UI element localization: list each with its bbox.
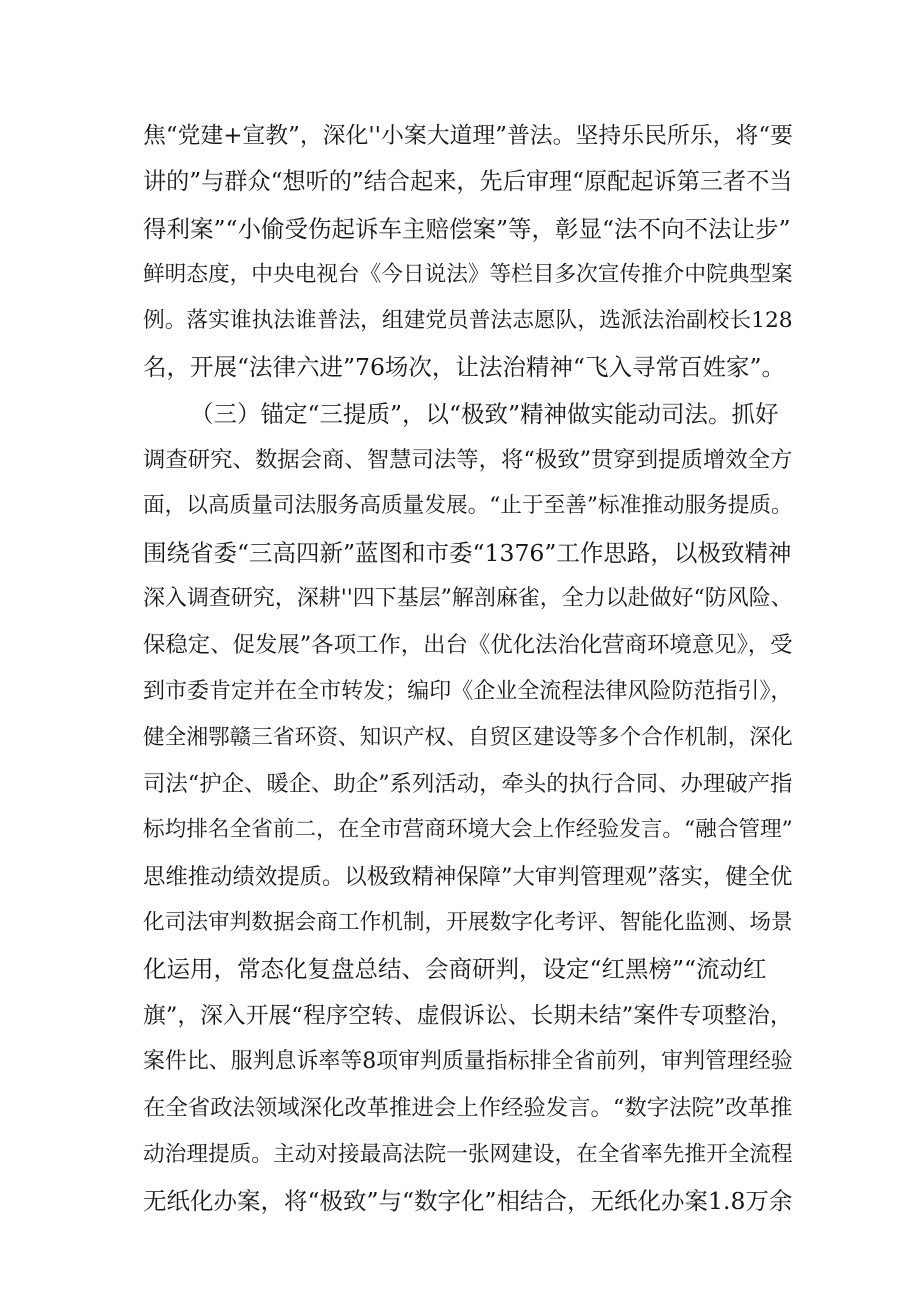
text-line: 思维推动绩效提质。以极致精神保障”大审判管理观”落实，健全优 — [143, 863, 793, 890]
text-line: 到市委肯定并在全市转发；编印《企业全流程法律风险防范指引》， — [143, 678, 793, 704]
section-heading-line: （三）锚定“三提质”，以“极致”精神做实能动司法。抓好 — [190, 399, 779, 428]
text-line: 讲的”与群众“想听的”结合起来，先后审理“原配起诉第三者不当 — [143, 168, 793, 196]
text-line: 调查研究、数据会商、智慧司法等，将“极致”贯穿到提质增效全方 — [143, 447, 793, 474]
text-line: 深入调查研究，深耕''四下基层”解剖麻雀，全力以赴做好“防风险、 — [143, 585, 793, 611]
text-line: 保稳定、促发展”各项工作，出台《优化法治化营商环境意见》，受 — [143, 632, 793, 659]
body-text — [143, 113, 793, 1224]
text-line: 面，以高质量司法服务高质量发展。“止于至善”标准推动服务提质。 — [143, 493, 793, 519]
text-line: 例。落实谁执法谁普法，组建党员普法志愿队，选派法治副校长128 — [143, 308, 793, 334]
text-line: 动治理提质。主动对接最高法院一张网建设，在全省率先推开全流程 — [143, 1141, 793, 1167]
text-line: 得利案”“小偷受伤起诉车主赔偿案”等，彰显“法不向不法让步” — [143, 214, 791, 243]
text-line: 标均排名全省前二，在全市营商环境大会上作经验发言。“融合管理” — [143, 817, 793, 843]
text-line: 鲜明态度，中央电视台《今日说法》等栏目多次宣传推介中院典型案 — [143, 261, 793, 287]
text-line: 健全湘鄂赣三省环资、知识产权、自贸区建设等多个合作机制，深化 — [143, 724, 793, 750]
text-line: 司法“护企、暖企、助企”系列活动，牵头的执行合同、办理破产指 — [143, 771, 793, 798]
text-line: 案件比、服判息诉率等8项审判质量指标排全省前列，审判管理经验 — [143, 1048, 793, 1074]
text-line: 化运用，常态化复盘总结、会商研判，设定“红黑榜”“流动红 — [143, 955, 767, 984]
text-line: 围绕省委“三高四新”蓝图和市委“1376”工作思路，以极致精神 — [143, 538, 792, 567]
text-line: 在全省政法领域深化改革推进会上作经验发言。“数字法院”改革推 — [143, 1095, 793, 1122]
text-line: 旗”，深入开展“程序空转、虚假诉讼、长期未结”案件专项整治， — [143, 1002, 793, 1029]
text-line: 无纸化办案，将“极致”与“数字化”相结合，无纸化办案1.8万余 — [143, 1186, 793, 1215]
text-line: 化司法审判数据会商工作机制，开展数字化考评、智能化监测、场景 — [143, 910, 793, 936]
text-line: 名，开展“法律六进”76场次，让法治精神“飞入寻常百姓家”。 — [143, 353, 785, 382]
text-line: 焦“党建+宣教”，深化''小案大道理”普法。坚持乐民所乐，将“要 — [143, 123, 793, 149]
